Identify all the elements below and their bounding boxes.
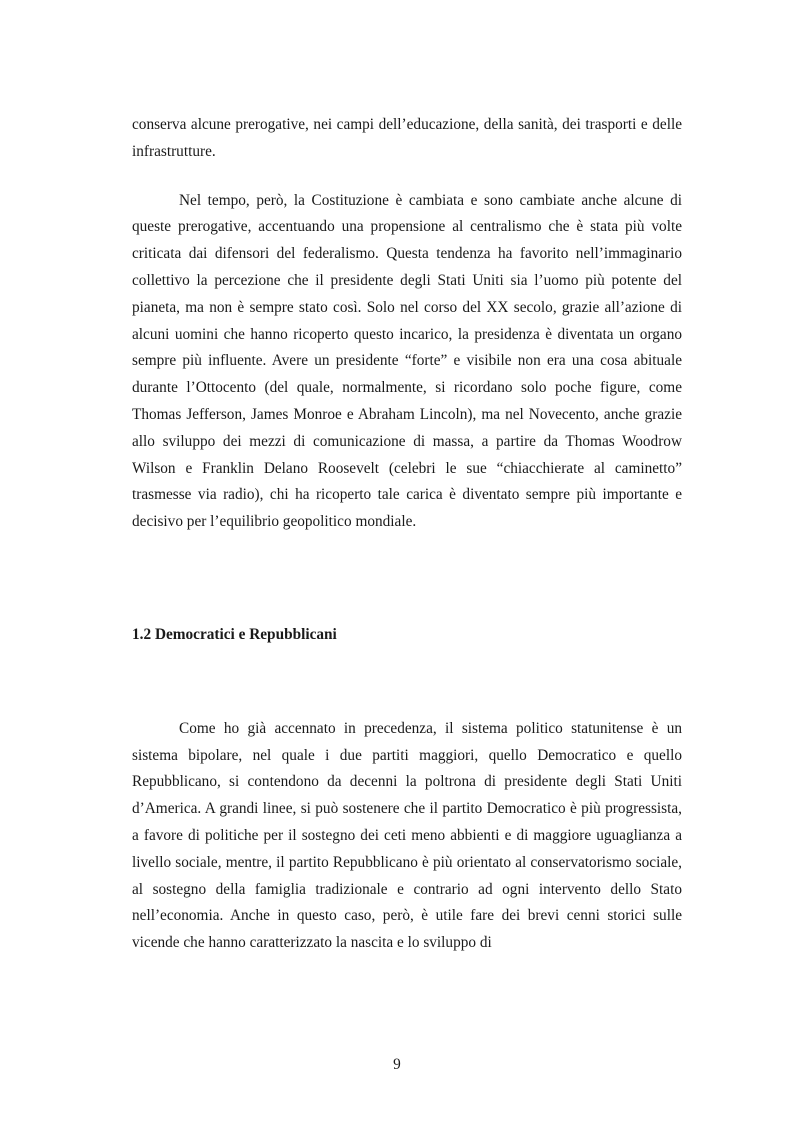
heading-spacer [132,649,682,716]
paragraph-parties: Come ho già accennato in precedenza, il sistema politico statunitense è un sistema bipolare, nel quale i due partiti maggiori, quello Democratico e quello Repubblicano, si contendono da decenni la poltrona di presidente degli Stati Uniti d’America. A grandi linee, si può sostenere che il partito Democratico è più progressista, a favore di politiche per il sostegno dei ceti meno abbienti e di maggiore uguaglianza a livello sociale, mentre, il partito Repubblicano è più orientato al conservatorismo sociale, al sostegno della famiglia tradizionale e contrario ad ogni intervento dello Stato nell’economia. Anche in questo caso, però, è utile fare dei brevi cenni storici sulle vicende che hanno caratterizzato la nascita e lo sviluppo di [132,719,682,952]
paragraph-constitution: Nel tempo, però, la Costituzione è cambiata e sono cambiate anche alcune di queste prerogative, accentuando una propensione al centralismo che è stata più volte criticata dai difensori del federalismo. Questa tendenza ha favorito nell’immaginario collettivo la percezione che il presidente degli Stati Uniti sia l’uomo più potente del pianeta, ma non è sempre stato così. Solo nel corso del XX secolo, grazie all’azione di alcuni uomini che hanno ricoperto questo incarico, la presidenza è diventata un organo sempre più influente. Avere un presidente “forte” e visibile non era una cosa abituale durante l’Ottocento (del quale, normalmente, si ricordano solo poche figure, come Thomas Jefferson, James Monroe e Abraham Lincoln), ma nel Novecento, anche grazie allo sviluppo dei mezzi di comunicazione di massa, a partire da Thomas Woodrow Wilson e Franklin Delano Roosevelt (celebri le sue “chiacchierate al caminetto” trasmesse via radio), chi ha ricoperto tale carica è diventato sempre più importante e decisivo per l’equilibrio geopolitico mondiale. [132,191,682,531]
section-heading: 1.2 Democratici e Repubblicani [132,625,337,643]
section-spacer [132,536,682,622]
page-number: 9 [393,1056,401,1073]
paragraph-continuation: conserva alcune prerogative, nei campi dell’educazione, della sanità, dei trasporti e delle infrastrutture. [132,116,682,160]
paragraph-spacer [132,166,682,188]
page-body [132,112,682,957]
